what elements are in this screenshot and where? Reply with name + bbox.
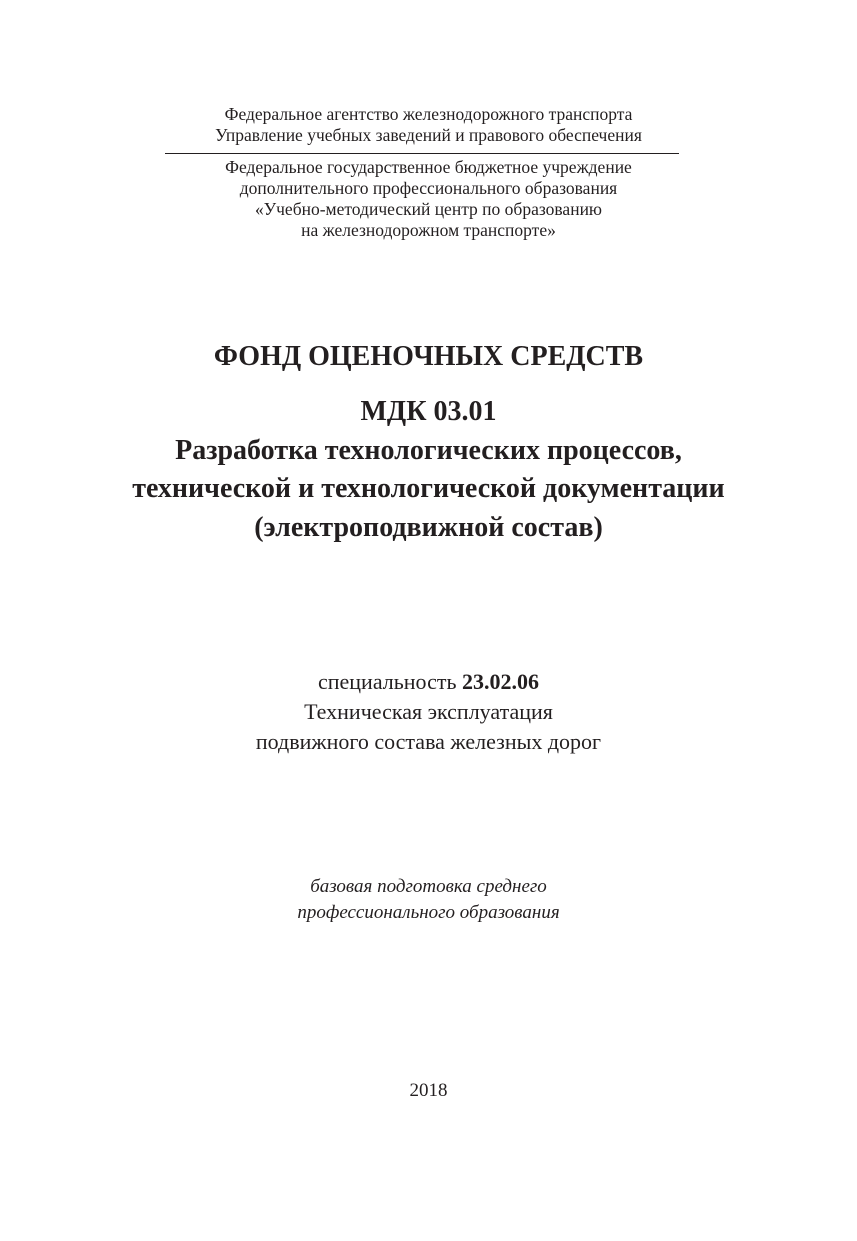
specialty-block: [0, 667, 857, 757]
course-name-line-3: (электроподвижной состав): [254, 511, 603, 543]
department-name: Управление учебных заведений и правового обеспечения: [215, 125, 642, 145]
document-title: [0, 339, 857, 375]
course-name-line-1: Разработка технологических процессов,: [175, 434, 682, 466]
publication-year-text: 2018: [409, 1080, 448, 1101]
institution-line-2: дополнительного профессионального образования: [239, 178, 618, 198]
specialty-label: специальность: [317, 669, 457, 694]
specialty-code: 23.02.06: [462, 669, 540, 694]
header-divider: [165, 153, 679, 154]
specialty-line: [0, 667, 857, 697]
specialty-name-line-1: Техническая эксплуатация: [304, 699, 553, 724]
course-name-line-2: технической и технологической документации: [132, 473, 725, 504]
institution-line-1: Федеральное государственное бюджетное учреждение: [225, 157, 632, 177]
document-title-text: ФОНД ОЦЕНОЧНЫХ СРЕДСТВ: [213, 341, 644, 372]
specialty-name-line-2: подвижного состава железных дорог: [255, 729, 602, 754]
publication-year: [0, 1078, 857, 1104]
institution-header: [0, 157, 857, 241]
agency-name: Федеральное агентство железнодорожного транспорта: [224, 104, 633, 124]
institution-line-4: на железнодорожном транспорте»: [301, 220, 556, 240]
agency-header: [0, 104, 857, 146]
course-code: МДК 03.01: [360, 396, 497, 427]
education-level-line-1: базовая подготовка среднего: [310, 876, 547, 897]
education-level: [0, 874, 857, 926]
education-level-line-2: профессионального образования: [297, 902, 560, 923]
course-heading: [0, 393, 857, 547]
institution-line-3: «Учебно-методический центр по образованию: [254, 199, 603, 219]
